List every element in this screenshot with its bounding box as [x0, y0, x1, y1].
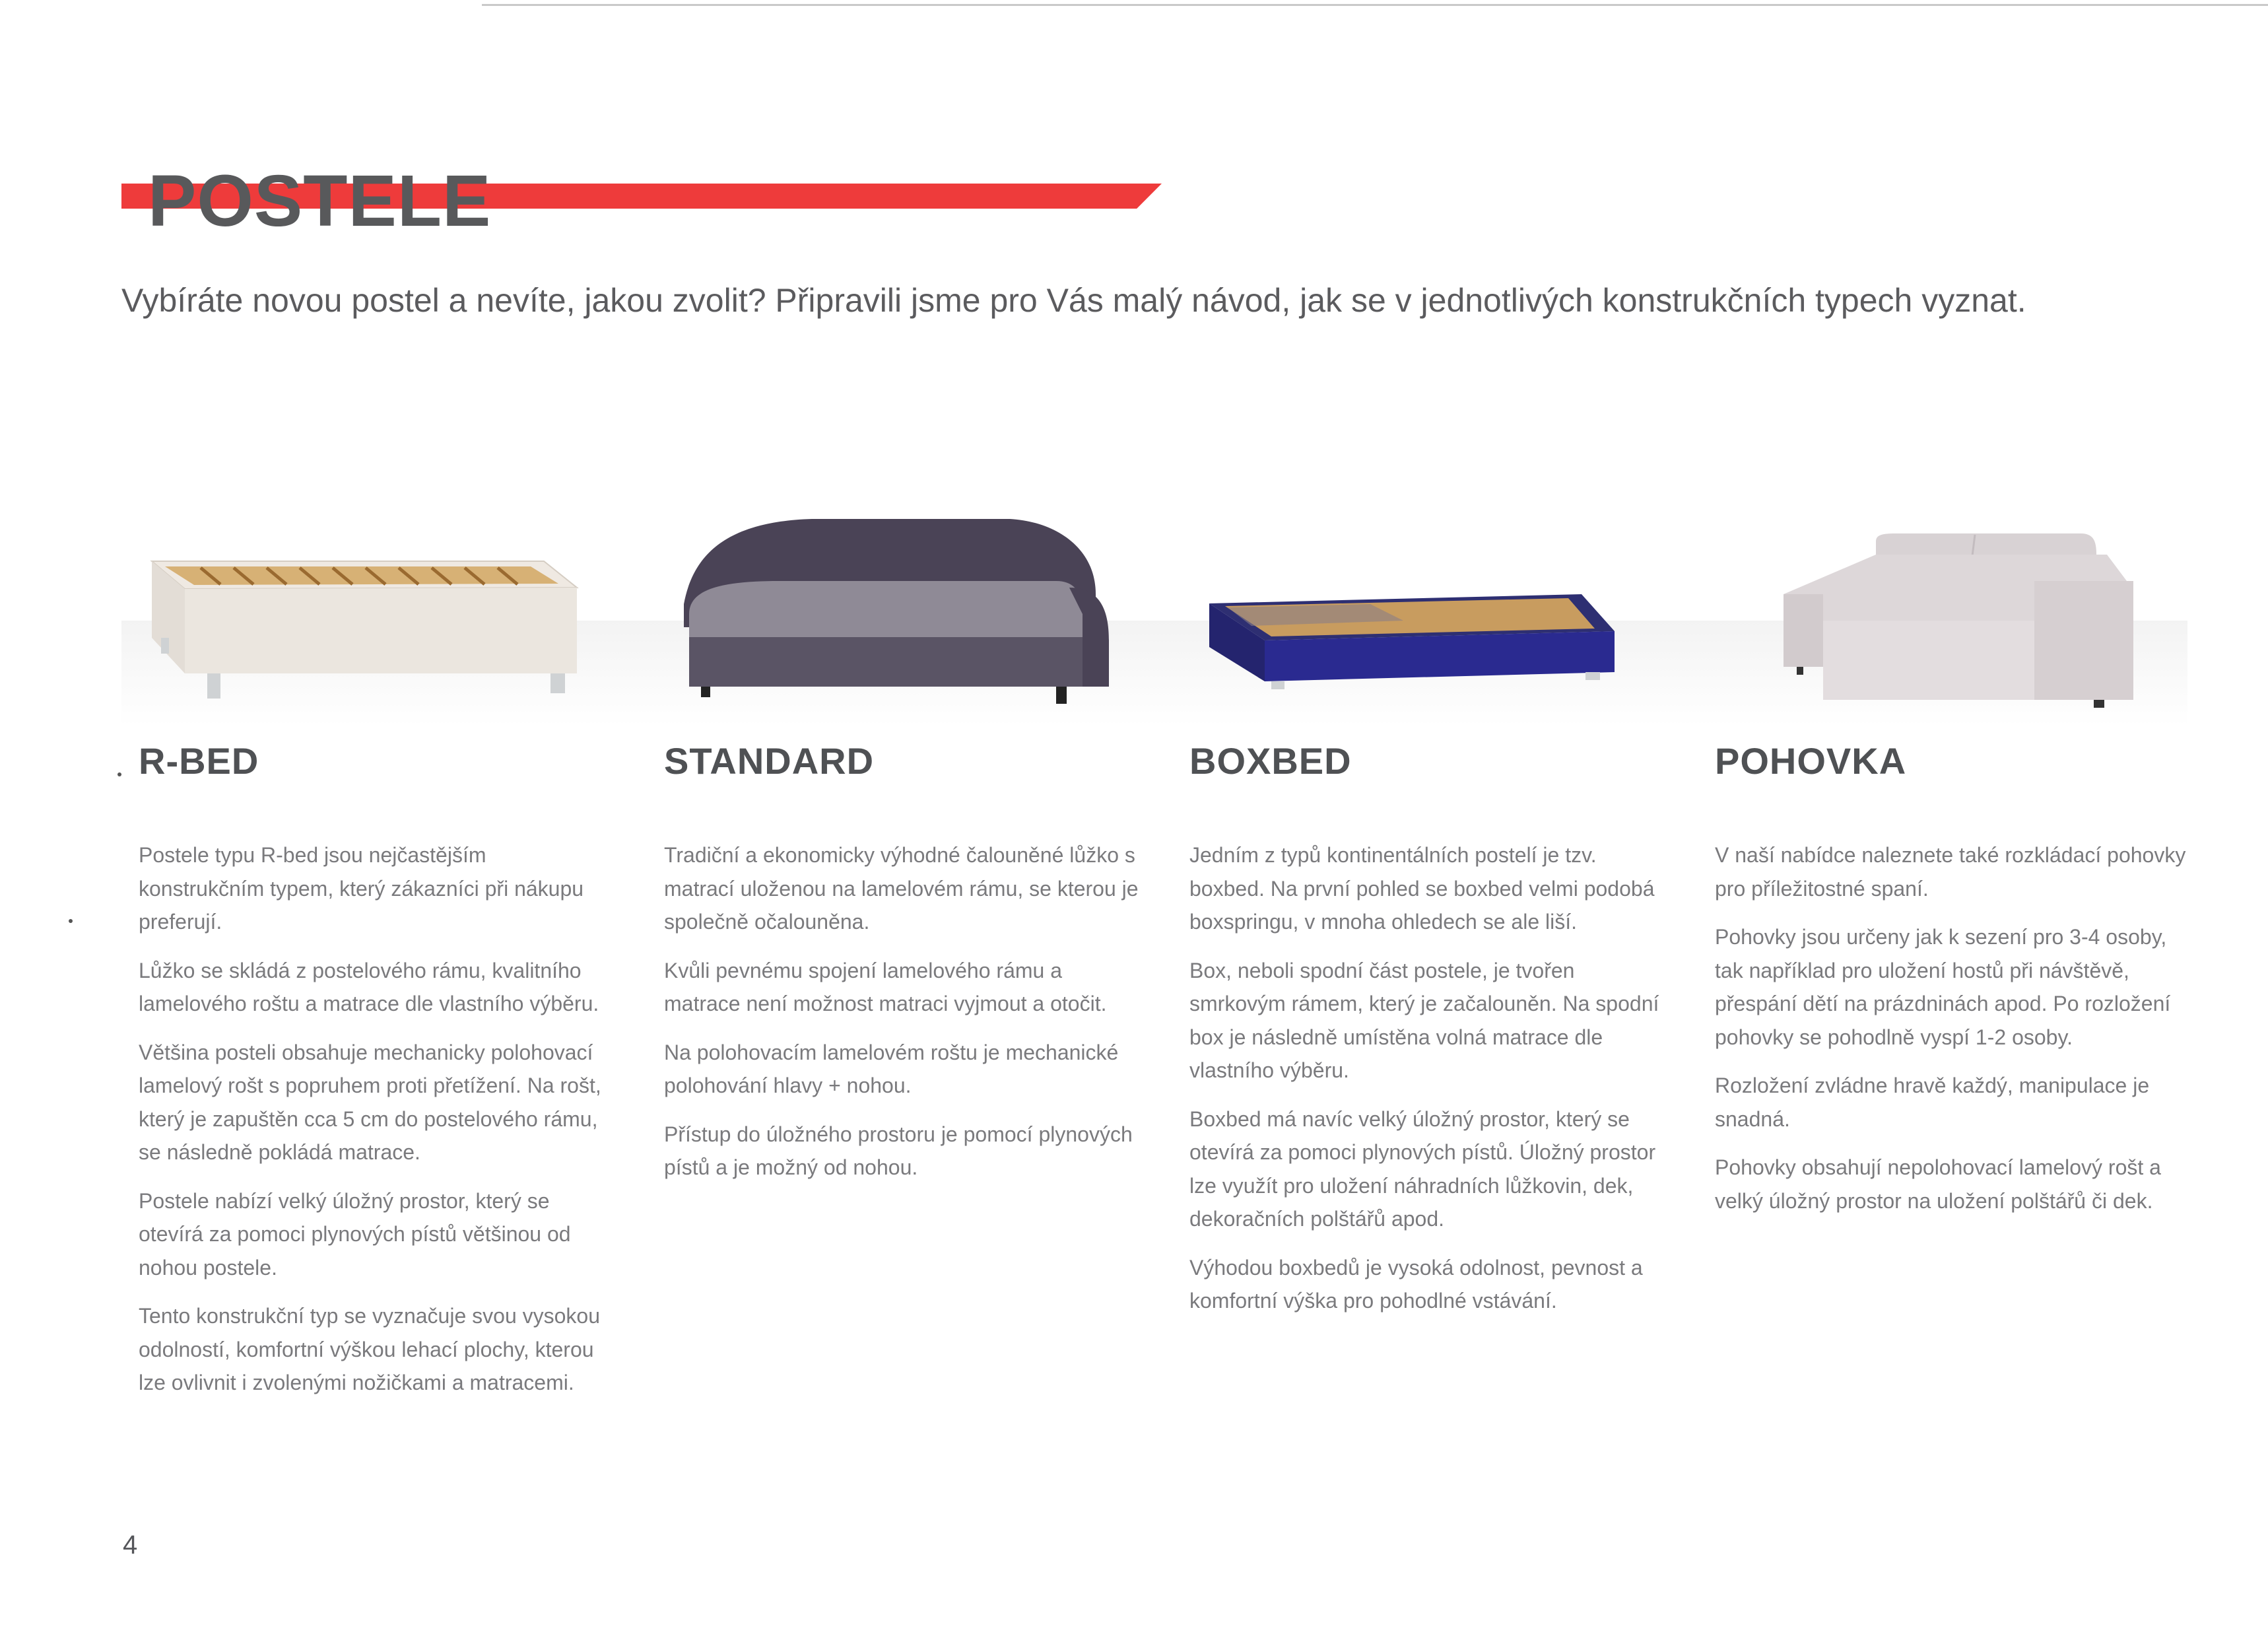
standard-illustration: [647, 515, 1149, 739]
paragraph: Box, neboli spodní část postele, je tvořen smrkovým rámem, který je začalouněn. Na spodní box je následně umístěna volná matrace dle vlastního výběru.: [1189, 958, 1659, 1082]
section-title: POHOVKA: [1715, 740, 1907, 782]
boxbed-illustration: [1172, 515, 1674, 739]
section-standard: [647, 515, 1149, 1505]
section-title: BOXBED: [1189, 740, 1352, 782]
section-pohovka: [1698, 515, 2199, 1505]
top-rule: [482, 4, 2268, 6]
section-body: [1189, 838, 1665, 1333]
paragraph: Na polohovacím lamelovém roštu je mechanické polohování hlavy + nohou.: [664, 1040, 1119, 1097]
paragraph: Kvůli pevnému spojení lamelového rámu a matrace není možnost matraci vyjmout a otočit.: [664, 958, 1107, 1015]
paragraph: Výhodou boxbedů je vysoká odolnost, pevnost a komfortní výška pro pohodlné vstávání.: [1189, 1255, 1643, 1313]
paragraph: Rozložení zvládne hravě každý, manipulace je snadná.: [1715, 1074, 2150, 1131]
paragraph: Jedním z typů kontinentálních postelí je tzv. boxbed. Na první pohled se boxbed velmi podobá boxspringu, v mnoha ohledech se ale liší.: [1189, 843, 1655, 934]
sofa-illustration: [1698, 515, 2199, 739]
scan-speck: [69, 919, 73, 923]
page-title: POSTELE: [148, 160, 492, 242]
page-number: 4: [123, 1530, 138, 1559]
section-body: [1715, 838, 2190, 1233]
section-title: STANDARD: [664, 740, 875, 782]
paragraph: Boxbed má navíc velký úložný prostor, který se otevírá za pomoci plynových pístů. Úložný prostor lze využít pro uložení náhradních lůžkovin, dek, dekoračních polštářů apod.: [1189, 1107, 1656, 1231]
section-boxbed: [1172, 515, 1674, 1505]
section-title: R-BED: [139, 740, 259, 782]
paragraph: Pohovky jsou určeny jak k sezení pro 3-4 osoby, tak například pro uložení hostů při návštěvě, přespání dětí na prázdninách apod. Po rozložení pohovky se pohodlně vyspí 1-2 osoby.: [1715, 925, 2171, 1049]
r-bed-illustration: [121, 515, 623, 739]
scan-speck: [117, 772, 121, 776]
section-body: [664, 838, 1139, 1200]
paragraph: Přístup do úložného prostoru je pomocí plynových pístů a je možný od nohou.: [664, 1122, 1133, 1179]
section-body: [139, 838, 614, 1415]
intro-text: Vybíráte novou postel a nevíte, jakou zvolit? Připravili jsme pro Vás malý návod, jak se v jednotlivých konstrukčních typech vyznat.: [121, 282, 2026, 319]
paragraph: Tradiční a ekonomicky výhodné čalouněné lůžko s matrací uloženou na lamelovém rámu, se kterou je společně očalouněna.: [664, 843, 1139, 934]
paragraph: Většina posteli obsahuje mechanicky polohovací lamelový rošt s popruhem proti přetížení. Na rošt, který je zapuštěn cca 5 cm do postelového rámu, se následně pokládá matrace.: [139, 1040, 601, 1164]
paragraph: Tento konstrukční typ se vyznačuje svou vysokou odolností, komfortní výškou lehací plochy, kterou lze ovlivnit i zvolenými nožičkami a matracemi.: [139, 1304, 601, 1394]
paragraph: Postele nabízí velký úložný prostor, který se otevírá za pomoci plynových pístů většinou od nohou postele.: [139, 1188, 571, 1280]
paragraph: Postele typu R-bed jsou nejčastějším konstrukčním typem, který zákazníci při nákupu preferují.: [139, 843, 584, 934]
paragraph: Pohovky obsahují nepolohovací lamelový rošt a velký úložný prostor na uložení polštářů či dek.: [1715, 1155, 2161, 1213]
section-r-bed: [121, 515, 623, 1505]
title-block: [121, 99, 1164, 242]
paragraph: Lůžko se skládá z postelového rámu, kvalitního lamelového roštu a matrace dle vlastního výběru.: [139, 958, 599, 1015]
paragraph: V naší nabídce naleznete také rozkládací pohovky pro příležitostné spaní.: [1715, 843, 2186, 901]
